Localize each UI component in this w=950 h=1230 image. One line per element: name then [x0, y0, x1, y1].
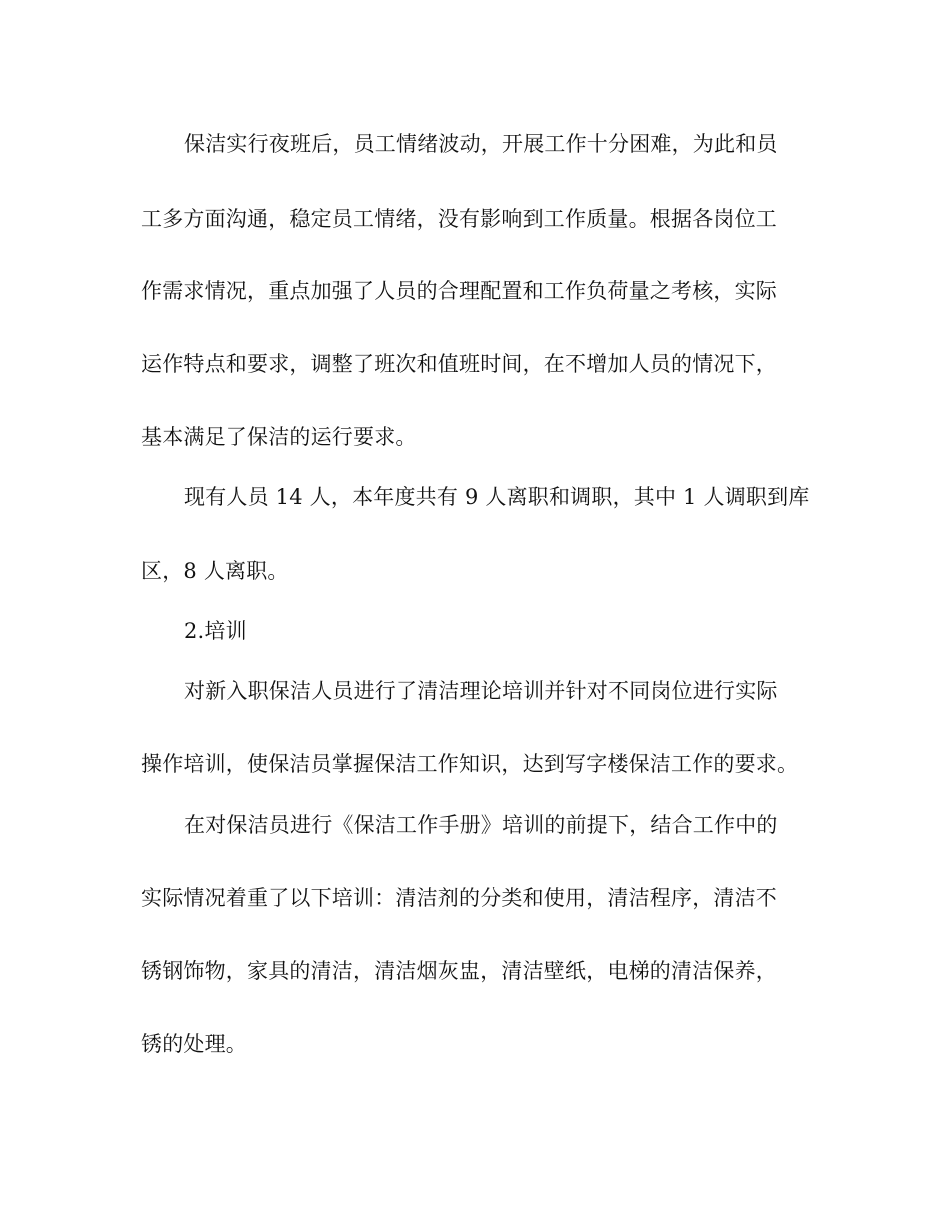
paragraph-line: 在对保洁员进行《保洁工作手册》培训的前提下，结合工作中的 [184, 813, 778, 837]
paragraph-line: 作需求情况，重点加强了人员的合理配置和工作负荷量之考核，实际 [141, 279, 777, 303]
paragraph-line: 基本满足了保洁的运行要求。 [141, 425, 417, 449]
paragraph-line: 区，8 人离职。 [141, 559, 289, 583]
paragraph-line: 保洁实行夜班后，员工情绪波动，开展工作十分困难，为此和员 [184, 132, 778, 156]
paragraph-line: 工多方面沟通，稳定员工情绪，没有影响到工作质量。根据各岗位工 [141, 207, 777, 231]
paragraph-line: 对新入职保洁人员进行了清洁理论培训并针对不同岗位进行实际 [184, 679, 778, 703]
paragraph-line: 运作特点和要求，调整了班次和值班时间，在不增加人员的情况下， [141, 352, 777, 376]
paragraph-line: 实际情况着重了以下培训：清洁剂的分类和使用，清洁程序，清洁不 [141, 886, 777, 910]
paragraph-line: 锈的处理。 [141, 1032, 247, 1056]
paragraph-line: 操作培训，使保洁员掌握保洁工作知识，达到写字楼保洁工作的要求。 [141, 752, 799, 776]
paragraph-line: 现有人员 14 人，本年度共有 9 人离职和调职，其中 1 人调职到库 [184, 485, 810, 509]
section-heading: 2.培训 [184, 619, 247, 643]
paragraph-line: 锈钢饰物，家具的清洁，清洁烟灰盅，清洁壁纸，电梯的清洁保养， [141, 959, 777, 983]
